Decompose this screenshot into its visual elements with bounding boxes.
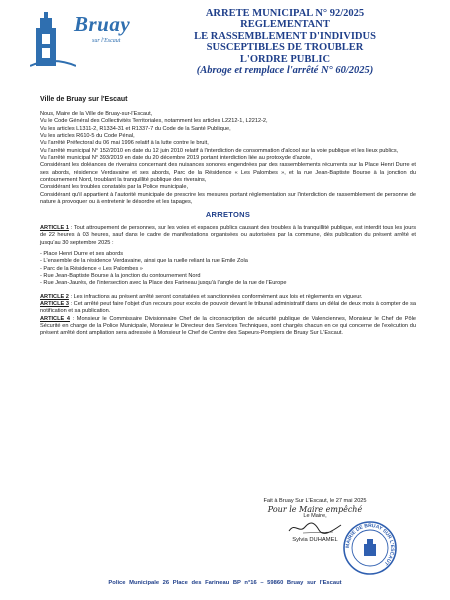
article-1 [40, 225, 416, 247]
list-item: - Rue Jean-Jaurès, de l'intersection avec la Place des Farineau jusqu'à l'angle de la rue de l'Europe [40, 280, 287, 287]
decree-title [150, 8, 420, 76]
logo-tower-icon [30, 8, 76, 68]
preamble-line: Vu l'arrêté Préfectoral du 06 mai 1996 relatif à la lutte contre le bruit, [40, 140, 209, 147]
preamble-line: Vu le Code Général des Collectivités Territoriales, notamment les articles L2212-1, L2212-2, [40, 118, 268, 125]
list-item: - Rue Jean-Baptiste Bourse à la jonction du contournement Nord [40, 272, 201, 279]
preamble-line: Nous, Maire de la Ville de Bruay-sur-l'Escaut, [40, 111, 153, 117]
title-line-1: ARRETE MUNICIPAL N° 92/2025 [205, 8, 365, 19]
place-date: Fait à Bruay Sur L'Escaut, le 27 mai 2025 [263, 498, 367, 504]
preamble-line: Vu les articles L1311-2, R1334-31 et R1337-7 du Code de la Santé Publique, [40, 125, 231, 132]
town-logo [30, 8, 131, 70]
preamble-line: Considérant les troubles constatés par la Police municipale, [40, 184, 189, 191]
title-line-3: LE RASSEMBLEMENT D'INDIVIDUS [194, 30, 376, 42]
preamble-line: Considérant qu'il appartient à l'autorité municipale de prescrire les mesures portant réglementation sur l'interdiction de rassemblement de personne de nature à provoquer ou à entretenir le désordre et les tapages, [40, 191, 416, 206]
article-1-text: : Tout attroupement de personnes, sur les voies et espaces publics causant des troubles à la tranquillité publique, est interdit tous les jours de 22 heures à 03 heures, sauf dans le cadre de manifestations organisées ou autorisées par la commune, dès publication du présent arrêté et jusqu'au 30 septembre 2025 : [40, 224, 416, 246]
svg-text:MAIRIE DE BRUAY SUR L'ESCAUT: MAIRIE DE BRUAY SUR L'ESCAUT [344, 522, 396, 567]
list-item: - Parc de la Résidence « Les Palombes » [40, 265, 143, 272]
title-line-2: REGLEMENTANT [240, 19, 330, 31]
title-line-6: (Abroge et remplace l'arrêté N° 60/2025) [196, 65, 374, 77]
article-3-text: : Cet arrêté peut faire l'objet d'un recours pour excès de pouvoir devant le tribunal administratif dans un délai de deux mois à compter de sa notification et sa publication. [40, 300, 416, 315]
article-3 [40, 301, 416, 316]
town-hall-stamp-icon [342, 520, 398, 576]
decree-body [40, 111, 416, 338]
delegation-handwritten: Pour le Maire empêché [267, 505, 363, 514]
signatory-role: Le Maire, [303, 513, 327, 519]
list-item: - L'ensemble de la résidence Verdavaine, ainsi que la ruelle reliant la rue Emile Zola [40, 258, 248, 265]
title-line-5: L'ORDRE PUBLIC [239, 53, 331, 65]
article-1-label: ARTICLE 1 [40, 224, 70, 231]
page-footer: Police Municipale 26 Place des Farineau BP n°16 – 59860 Bruay sur l'Escaut [108, 580, 342, 586]
list-item: - Place Henri Durre et ses abords [40, 250, 124, 257]
preamble-line: Considérant les doléances de riverains concernant des nuisances sonores engendrées par des rassemblements récurrents sur la Place Henri Durre et ses abords, résidence Verdavaine et ses abords, Parc de la Résidence « Les Palombes », et la rue Jean-Baptiste Bourse à la jonction du contournement Nord, troublant la tranquillité publique des riverains, [40, 162, 416, 184]
signature-scribble-icon [285, 520, 345, 536]
commune-name: Ville de Bruay sur l'Escaut [40, 96, 128, 103]
signatory-name: Sylvia DUHAMEL [292, 537, 338, 543]
restricted-places-list [40, 251, 416, 288]
arretons-heading: ARRETONS [205, 210, 251, 220]
article-3-label: ARTICLE 3 [40, 300, 69, 307]
preamble-line: Vu les articles R610-5 du Code Pénal, [40, 133, 135, 140]
article-4 [40, 316, 416, 338]
title-line-4: SUSCEPTIBLES DE TROUBLER [206, 42, 364, 54]
article-4-text: : Monsieur le Commissaire Divisionnaire Chef de la circonscription de sécurité publique de Valenciennes, Monsieur le Chef de Pôle Sécurité en charge de la Police Municipale, Monsieur le Directeur des Services Techniques, sont chargés chacun en ce qui concerne de l'exécution du présent arrêté dont ampliation sera adressée à Monsieur le Chef de Centre des Sapeurs-Pompiers de Bruay Sur L'Escaut. [40, 315, 417, 337]
article-2-label: ARTICLE 2 [40, 293, 69, 300]
logo-wordmark: Bruay [74, 12, 131, 36]
preamble-line: Vu l'arrêté municipal N° 393/2019 en date du 20 décembre 2019 portant interdiction liée au protoxyde d'azote, [40, 155, 312, 162]
article-2-text: : Les infractions au présent arrêté seront constatées et sanctionnées conformément aux lois et règlements en vigueur. [68, 293, 363, 300]
preamble-line: Vu l'arrêté municipal N° 152/2010 en date du 12 juin 2010 relatif à l'interdiction de consommation d'alcool sur la voie publique et les lieux publics, [40, 147, 399, 154]
article-2 [40, 294, 416, 301]
logo-subtitle: sur l'Escaut [92, 38, 121, 44]
article-4-label: ARTICLE 4 [40, 315, 70, 322]
